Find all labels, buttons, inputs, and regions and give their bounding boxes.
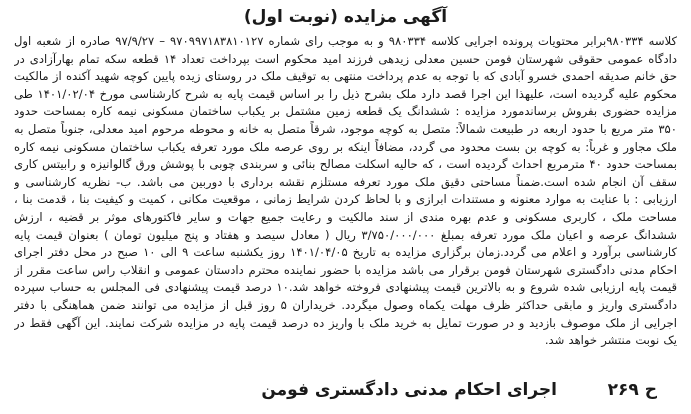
notice-title: آگهی مزایده (نوبت اول): [243, 7, 448, 27]
notice-body: کلاسه ۹۸۰۳۳۴برابر محتویات پرونده اجرایی کلاسه ۹۸۰۳۳۴ و به موجب رای شماره ۹۷۰۹۹۷۱۸۳۸۱۰۱۲۷ – ۹۷/۹/۲۷ صادره از شعبه اول دادگاه عمومی حقوقی شهرستان فومن حسین معدلی زیدهی فرزند امید محکوم است بپرداخت تعداد ۱۴ قطعه سکه تمام بهارآزادی در حق خانم صدیقه احمدی خسرو آبادی که با توجه به عدم پرداخت منتهی به توقیف ملک در روستای زیده پایین کوچه شهید آکنده از مالکیت محکوم علیه گردیده است، علیهذا این اجرا قصد دارد ملک بشرح ذیل را بر اساس قیمت پایه به شرح کارشناسی مورخ ۱۴۰۱/۰۲/۰۴ طی مزایده حضوری بفروش برساندمورد مزایده : ششدانگ یک قطعه زمین مشتمل بر یکباب ساختمان مسکونی نیمه کاره بمساحت حدود ۳۵۰ متر مربع با حدود اربعه در طبیعت شمالاً: متصل به کوچه موجود، شرقاً متصل به خانه و محوطه مرحوم امید معدلی، جنوباً متصل به ملک مجاور و غرباً: به کوچه بن بست محدود می گردد، مضافاً اینکه بر روی عرصه ملک مورد تعرفه یکباب ساختمان مسکونی نیمه کاره بمساحت حدود ۴۰ مترمربع احداث گردیده است ، که حالیه اسکلت مصالح بنائی و سربندی چوبی با پوشش ورق گالوانیزه و رابیتس کاری سقف آن انجام شده است.ضمناً مساحتی دقیق ملک مورد تعرفه مستلزم نقشه برداری با دوربین می باشد. ب- نظریه کارشناسی و ارزیابی : با عنایت به موارد معنونه و مستندات ابرازی و با لحاظ کردن شرایط زمانی ، موقعیت مکانی ، کمیت و کیفیت بنا ، قدمت بنا ، مساحت ملک ، کاربری مسکونی و عدم بهره مندی از سند مالکیت و رعایت جمیع جهات و سایر فاکتورهای موثر بر قضیه ، ارزش ششدانگ عرصه و اعیان ملک مورد تعرفه بمبلغ ۳/۷۵۰/۰۰۰/۰۰۰ ریال ( معادل سیصد و هفتاد و پنج میلیون تومان ) بعنوان قیمت پایه کارشناسی برآورد و اعلام می گردد.زمان برگزاری مزایده به تاریخ ۱۴۰۱/۰۴/۰۵ روز یکشنبه ساعت ۹ الی ۱۰ صبح در محل دفتر اجرای احکام مدنی دادگستری شهرستان فومن برقرار می باشد مزایده با حضور نماینده محترم دادستان عمومی و انقلاب راس ساعت مقرر از قیمت پایه ارزیابی شده شروع و به بالاترین قیمت پیشنهادی فروخته خواهد شد.۱۰ درصد قیمت پیشنهادی فی المجلس به حساب سپرده دادگستری واریز و مابقی حداکثر ظرف مهلت یکماه وصول میگردد. خریداران ۵ روز قبل از مزایده می توانند ضمن هماهنگی با دفتر اجرایی از ملک موصوف بازدید و در صورت تمایل به خرید ملک با واریز ده درصد قیمت پایه در مزایده شرکت نمایند. این آگهی فقط در یک نوبت منتشر خواهد شد.: [14, 34, 677, 348]
notice-footer: [14, 374, 677, 406]
notice-code: [602, 378, 657, 402]
notice-code-number: ۲۶۹: [607, 380, 639, 400]
issuing-organization: اجرای احکام مدنی دادگستری فومن: [261, 380, 557, 400]
notice-code-prefix: ح: [644, 380, 657, 400]
